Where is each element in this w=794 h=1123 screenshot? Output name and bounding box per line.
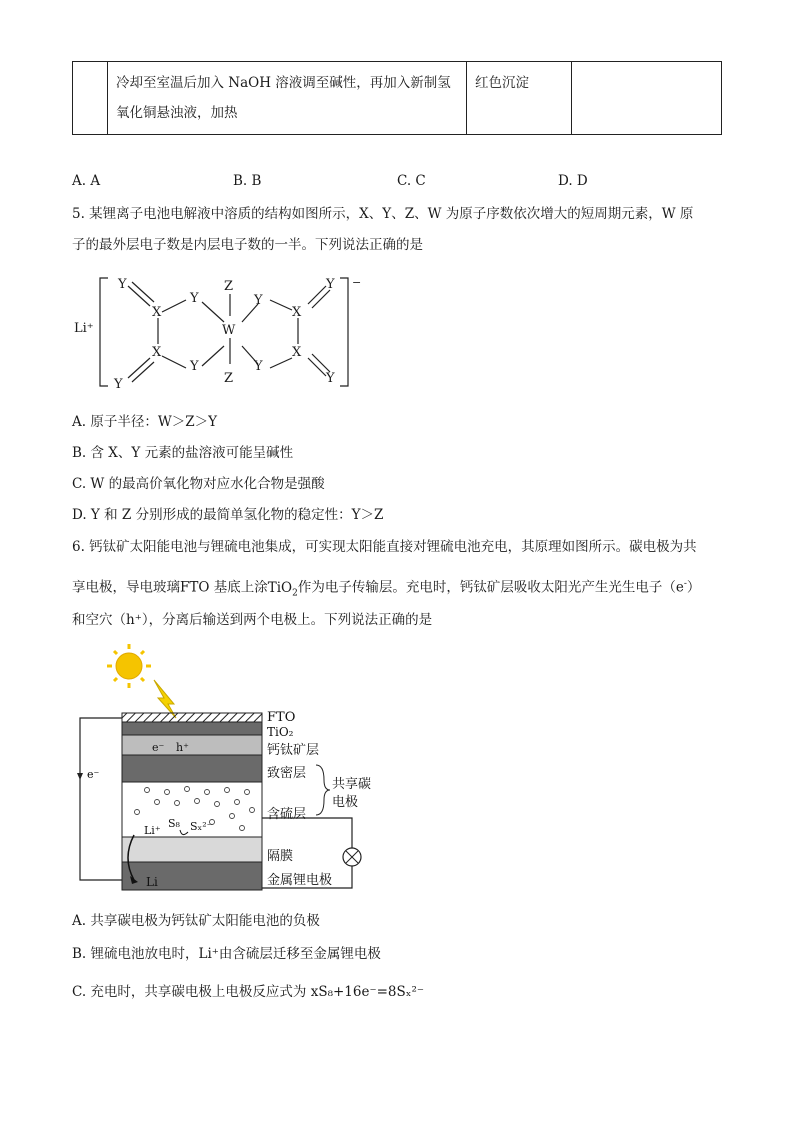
q5-atom-y: Y (326, 371, 335, 386)
q5-atom-x: X (292, 345, 302, 360)
q6-stem-line-2c: ） (686, 579, 701, 596)
fto-layer (122, 713, 262, 722)
operation-line-2: 氧化铜悬浊液，加热 (116, 105, 238, 121)
q5-atom-y: Y (326, 277, 335, 292)
brace-icon (316, 765, 330, 815)
q6-stem-line-2b: 作为电子传输层。充电时，钙钛矿层吸收太阳光产生光生电子（e (297, 579, 684, 596)
perovskite-label: 钙钛矿层 (267, 743, 320, 758)
separator-layer (122, 837, 262, 862)
q5-structure-diagram (72, 272, 372, 392)
table-row (73, 62, 722, 135)
table-cell-phenomenon: 红色沉淀 (467, 62, 572, 135)
q5-stem-line-2: 子的最外层电子数是内层电子数的一半。下列说法正确的是 (72, 237, 423, 253)
operation-line-1: 冷却至室温后加入 NaOH 溶液调至碱性，再加入新制氢 (116, 75, 451, 91)
q6-stem-line-3: 和空穴（h⁺），分离后输送到两个电极上。下列说法正确的是 (72, 612, 433, 628)
q5-cation-label: Li⁺ (74, 321, 94, 336)
q5-atom-y: Y (190, 291, 199, 306)
q4-option-d[interactable]: D. D (558, 173, 588, 189)
q5-option-a[interactable]: A. 原子半径：W＞Z＞Y (72, 414, 217, 430)
q6-stem-line-2: 享电极，导电玻璃FTO 基底上涂TiO$_2$作为电子传输层。充电时，钙钛矿层吸收太阳光产生光生电子（e-） (72, 579, 701, 599)
shared-electrode-label-1: 共享碳 (332, 777, 372, 792)
lithium-layer (122, 862, 262, 890)
fto-label: FTO (267, 710, 296, 725)
q6-option-c[interactable]: C. 充电时，共享碳电极上电极反应式为 xS₈+16e⁻=8Sₓ²⁻ (72, 984, 425, 1000)
q5-option-c[interactable]: C. W 的最高价氧化物对应水化合物是强酸 (72, 476, 325, 492)
q5-atom-w: W (222, 323, 236, 338)
table-cell-operation (108, 62, 467, 135)
electron-label: e⁻ (152, 741, 165, 754)
metal-li-label: 金属锂电极 (267, 873, 333, 888)
q4-option-b[interactable]: B. B (233, 173, 262, 189)
q5-atom-z: Z (224, 371, 234, 386)
perovskite-layer (122, 735, 262, 755)
q5-charge-label: − (352, 276, 362, 289)
q6-option-b[interactable]: B. 锂硫电池放电时，Li⁺由含硫层迁移至金属锂电极 (72, 946, 381, 962)
q5-atom-y: Y (254, 293, 263, 308)
hole-label: h⁺ (176, 741, 189, 754)
q5-atom-y: Y (190, 359, 199, 374)
li-metal-label: Li (146, 875, 158, 889)
table-cell-index (73, 62, 108, 135)
tio2-layer (122, 722, 262, 735)
q5-option-b[interactable]: B. 含 X、Y 元素的盐溶液可能呈碱性 (72, 445, 294, 461)
q5-atom-y: Y (114, 377, 123, 392)
q6-stem-line-1: 6. 钙钛矿太阳能电池与锂硫电池集成，可实现太阳能直接对锂硫电池充电，其原理如图所示。碳电极为共 (72, 539, 697, 555)
wire-electron-label: e⁻ (87, 768, 100, 781)
q6-battery-diagram (72, 640, 402, 895)
q4-option-c[interactable]: C. C (397, 173, 426, 189)
q5-option-d[interactable]: D. Y 和 Z 分别形成的最简单氢化物的稳定性：Y＞Z (72, 507, 384, 523)
lamp-icon (343, 848, 361, 866)
shared-electrode-label-2: 电极 (332, 795, 359, 810)
down-arrow-icon (77, 773, 83, 780)
reagent-table (72, 61, 722, 135)
dense-layer (122, 755, 262, 782)
q5-atom-x: X (292, 305, 302, 320)
li-ion-label: Li⁺ (144, 824, 161, 837)
external-wire-left (80, 718, 122, 880)
q6-option-a[interactable]: A. 共享碳电极为钙钛矿太阳能电池的负极 (72, 913, 320, 929)
q5-atom-x: X (152, 345, 162, 360)
tio2-label: TiO₂ (267, 725, 294, 739)
dense-layer-label: 致密层 (267, 766, 307, 781)
lightning-icon (154, 680, 176, 718)
tio2-formula: TiO$_2$ (267, 579, 298, 599)
q4-option-a[interactable]: A. A (72, 173, 101, 189)
q6-stem-line-2a: 享电极，导电玻璃FTO 基底上涂 (72, 579, 268, 596)
sun-icon (107, 644, 151, 688)
separator-label: 隔膜 (267, 849, 294, 864)
q5-atom-z: Z (224, 279, 234, 294)
q5-atom-y: Y (254, 359, 263, 374)
q5-stem-line-1: 5. 某锂离子电池电解液中溶质的结构如图所示，X、Y、Z、W 为原子序数依次增大的短周期元素，W 原 (72, 206, 694, 222)
polysulfide-label: Sₓ²⁻ (190, 820, 213, 833)
s8-label: S₈ (168, 817, 180, 830)
sulfur-layer-label: 含硫层 (267, 807, 307, 822)
q5-atom-x: X (152, 305, 162, 320)
table-cell-conclusion (572, 62, 722, 135)
q5-atom-y: Y (118, 277, 127, 292)
